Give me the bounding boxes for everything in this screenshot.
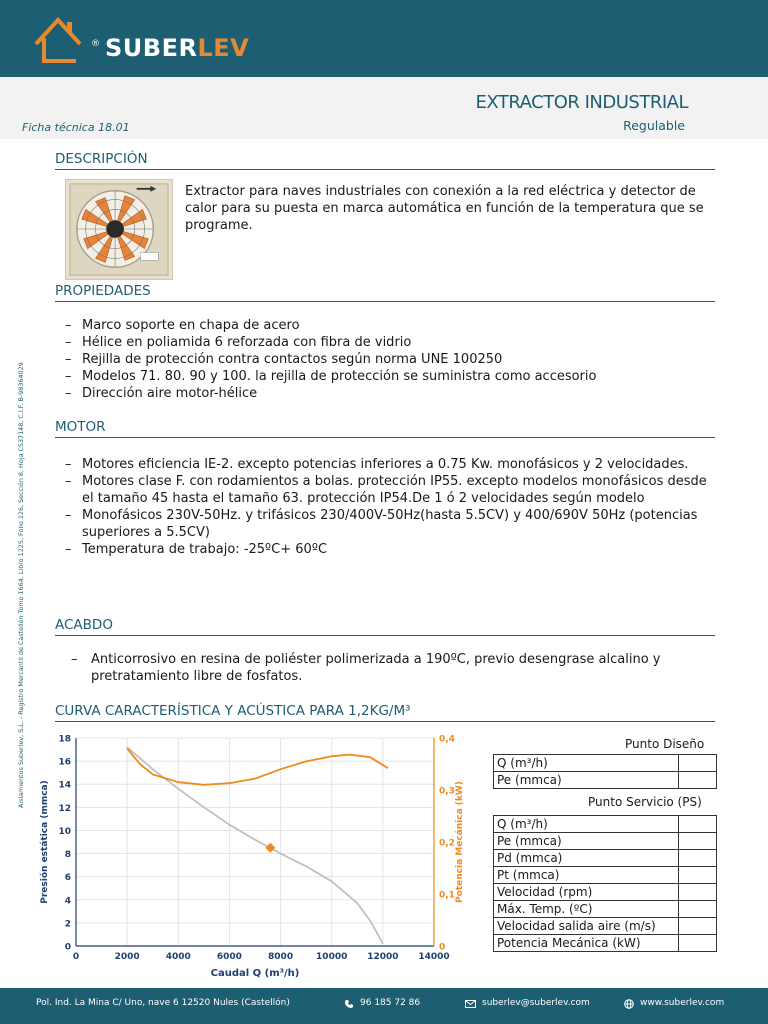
y-tick-label: 12 — [58, 803, 71, 814]
table-cell-label: Máx. Temp. (ºC) — [494, 901, 679, 918]
section-divider — [55, 169, 715, 170]
list-item: – Rejilla de protección contra contactos según norma UNE 100250 — [62, 351, 722, 368]
section-title-acabado: ACABDO — [55, 617, 113, 633]
sheet-number: Ficha técnica 18.01 — [22, 121, 130, 134]
y2-axis-title: Potencia Mecánica (kW) — [455, 781, 465, 903]
brand-name-main: SUBER — [105, 34, 198, 62]
table-cell-label: Pd (mmca) — [494, 850, 679, 867]
table-row — [494, 884, 717, 901]
section-title-curva: CURVA CARACTERÍSTICA Y ACÚSTICA PARA 1,2KG/M³ — [55, 703, 411, 719]
table-cell-value — [679, 816, 717, 833]
section-title-propiedades: PROPIEDADES — [55, 283, 151, 299]
page-title: EXTRACTOR INDUSTRIAL — [475, 92, 688, 113]
section-divider — [55, 721, 715, 722]
x-tick-label: 8000 — [268, 952, 294, 962]
list-item: – Anticorrosivo en resina de poliéster polimerizada a 190ºC, previo desengrase alcalino y pretratamiento libre de fosfatos. — [68, 651, 728, 685]
punto-servicio-table — [493, 815, 717, 952]
table-cell-value — [679, 901, 717, 918]
list-item: – Modelos 71. 80. 90 y 100. la rejilla de protección se suministra como accesorio — [62, 368, 722, 385]
y2-tick-label: 0,3 — [439, 786, 455, 797]
motor-list — [62, 456, 722, 558]
list-item: – Dirección aire motor-hélice — [62, 385, 722, 402]
phone-icon — [344, 999, 354, 1009]
y2-tick-label: 0,4 — [439, 734, 455, 745]
footer-address: Pol. Ind. La Mina C/ Uno, nave 6 12520 Nules (Castellón) — [36, 998, 290, 1008]
registered-mark: ® — [91, 39, 100, 49]
section-divider — [55, 301, 715, 302]
y-tick-label: 6 — [64, 873, 71, 884]
table-cell-label: Pt (mmca) — [494, 867, 679, 884]
table-cell-label: Velocidad (rpm) — [494, 884, 679, 901]
y-tick-label: 10 — [58, 826, 71, 837]
table-row — [494, 867, 717, 884]
table-row — [494, 755, 717, 772]
list-item: – Motores clase F. con rodamientos a bolas. protección IP55. excepto modelos monofásicos desde el tamaño 45 hasta el tamaño 63. protección IP54.De 1 ó 2 velocidades según modelo — [62, 473, 722, 507]
y2-tick-label: 0 — [439, 942, 446, 953]
y-tick-label: 18 — [58, 734, 71, 745]
footer-email[interactable]: suberlev@suberlev.com — [482, 998, 590, 1008]
table-cell-label: Pe (mmca) — [494, 833, 679, 850]
table-cell-label: Potencia Mecánica (kW) — [494, 935, 679, 952]
table-cell-label: Q (m³/h) — [494, 755, 679, 772]
punto-diseno-table — [493, 754, 717, 789]
table-cell-value — [679, 884, 717, 901]
x-tick-label: 12000 — [367, 952, 399, 962]
legal-side-text: Aislamientos Suberlev, S.L. - Registro Mercantil de Castellón Tomo 1664, Libro 1225, Folio 126, Sección 8, Hoja CS37148, C.I.F. B-98364029 — [17, 362, 25, 808]
page-subtitle: Regulable — [623, 118, 685, 133]
section-divider — [55, 437, 715, 438]
x-tick-label: 14000 — [418, 952, 450, 962]
y-axis-title: Presión estática (mmca) — [40, 780, 50, 904]
table-row — [494, 850, 717, 867]
page-footer — [0, 988, 768, 1024]
x-tick-label: 4000 — [165, 952, 191, 962]
y2-tick-label: 0,1 — [439, 890, 455, 901]
table-cell-value — [679, 755, 717, 772]
footer-web[interactable]: www.suberlev.com — [640, 998, 725, 1008]
table-cell-value — [679, 935, 717, 952]
table-row — [494, 918, 717, 935]
table-row — [494, 816, 717, 833]
page-header — [0, 0, 768, 77]
table-cell-value — [679, 918, 717, 935]
description-text: Extractor para naves industriales con conexión a la red eléctrica y detector de calor para su puesta en marca automática en función de la temperatura que se programe. — [185, 184, 704, 233]
operating-point-marker — [265, 843, 275, 853]
y-tick-label: 2 — [64, 919, 71, 930]
x-tick-label: 2000 — [114, 952, 140, 962]
table-row — [494, 772, 717, 789]
list-item: – Temperatura de trabajo: -25ºC+ 60ºC — [62, 541, 722, 558]
x-tick-label: 6000 — [216, 952, 242, 962]
list-item: – Monofásicos 230V-50Hz. y trifásicos 230/400V-50Hz(hasta 5.5CV) y 400/690V 50Hz (potencias superiores a 5.5CV) — [62, 507, 722, 541]
mail-icon — [465, 1000, 476, 1008]
list-item: – Hélice en poliamida 6 reforzada con fibra de vidrio — [62, 334, 722, 351]
properties-list — [62, 317, 722, 402]
y-tick-label: 8 — [64, 850, 71, 861]
table-cell-value — [679, 833, 717, 850]
list-item: – Motores eficiencia IE-2. excepto potencias inferiores a 0.75 Kw. monofásicos y 2 velocidades. — [62, 456, 722, 473]
table-cell-value — [679, 772, 717, 789]
y-tick-label: 4 — [64, 896, 71, 907]
y-tick-label: 14 — [58, 780, 71, 791]
punto-servicio-label: Punto Servicio (PS) — [588, 795, 702, 809]
power-curve-line — [127, 748, 388, 784]
finish-list — [68, 651, 728, 685]
list-item: – Marco soporte en chapa de acero — [62, 317, 722, 334]
table-cell-label: Pe (mmca) — [494, 772, 679, 789]
table-cell-value — [679, 850, 717, 867]
table-cell-label: Velocidad salida aire (m/s) — [494, 918, 679, 935]
globe-icon — [624, 999, 634, 1009]
y-tick-label: 0 — [64, 942, 71, 953]
table-cell-value — [679, 867, 717, 884]
x-axis-title: Caudal Q (m³/h) — [210, 968, 300, 979]
brand-name — [105, 34, 249, 62]
x-tick-label: 10000 — [316, 952, 348, 962]
pressure-curve-line — [127, 747, 383, 944]
brand-name-accent: LEV — [197, 34, 250, 62]
table-row — [494, 901, 717, 918]
table-row — [494, 935, 717, 952]
extractor-product-image — [65, 179, 173, 280]
x-tick-label: 0 — [72, 952, 80, 962]
table-cell-label: Q (m³/h) — [494, 816, 679, 833]
performance-chart — [30, 730, 470, 982]
section-title-descripcion: DESCRIPCIÓN — [55, 151, 148, 167]
y2-tick-label: 0,2 — [439, 838, 455, 849]
section-divider — [55, 635, 715, 636]
y-tick-label: 16 — [58, 757, 71, 768]
section-title-motor: MOTOR — [55, 419, 106, 435]
punto-diseno-label: Punto Diseño — [625, 737, 705, 751]
table-row — [494, 833, 717, 850]
footer-phone: 96 185 72 86 — [360, 998, 421, 1008]
